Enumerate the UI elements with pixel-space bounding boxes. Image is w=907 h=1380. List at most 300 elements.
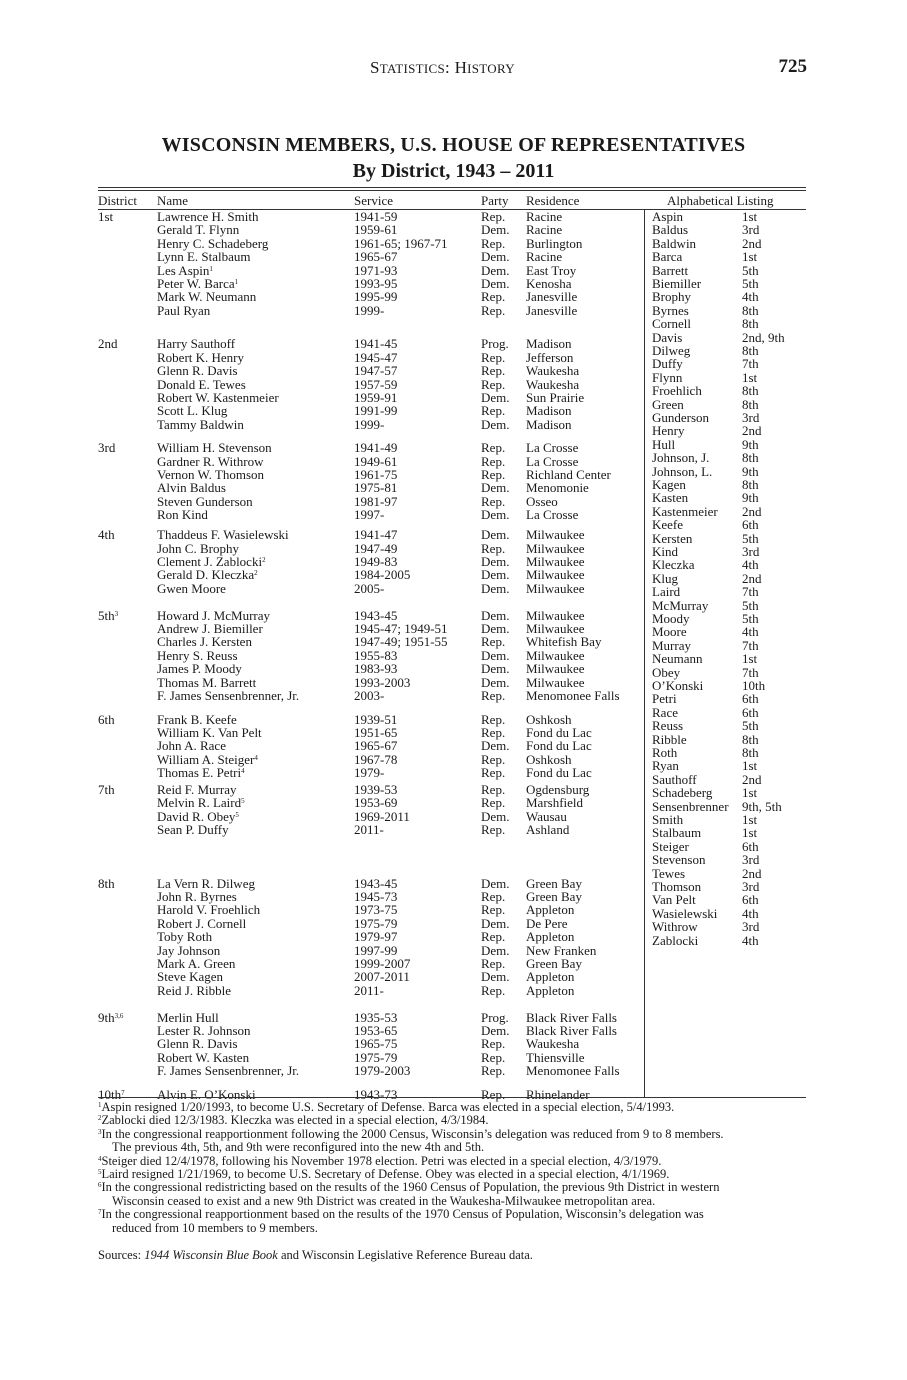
member-party: Dem. — [481, 262, 510, 278]
member-party: Dem. — [481, 647, 510, 663]
alpha-surname: Ribble — [652, 731, 687, 747]
member-residence: La Crosse — [526, 453, 579, 469]
footnote-line: $^6$In the congressional redistricting based on the results of the 1960 Census of Population, the previous 9th District in western — [98, 1180, 720, 1195]
bottom-rule — [98, 1097, 806, 1098]
member-name: John R. Byrnes — [157, 889, 237, 905]
member-name: Harold V. Froehlich — [157, 902, 261, 918]
member-service: 1979-2003 — [354, 1063, 411, 1079]
member-residence: Fond du Lac — [526, 724, 592, 740]
member-service: 1979-97 — [354, 929, 398, 945]
member-residence: Appleton — [526, 969, 575, 985]
member-party: Dem. — [481, 738, 510, 754]
member-name: Reid F. Murray — [157, 781, 237, 797]
member-name: Gwen Moore — [157, 580, 226, 596]
member-residence: Green Bay — [526, 875, 582, 891]
member-residence: Fond du Lac — [526, 738, 592, 754]
district-label: 6th — [98, 711, 115, 727]
member-service: 1955-83 — [354, 647, 398, 663]
member-service: 1975-81 — [354, 480, 398, 496]
member-residence: Burlington — [526, 235, 583, 251]
member-service: 1945-47 — [354, 349, 398, 365]
alpha-surname: Kleczka — [652, 557, 695, 573]
member-name: Robert W. Kastenmeier — [157, 389, 279, 405]
member-residence: Green Bay — [526, 956, 582, 972]
alpha-district: 1st — [742, 825, 758, 841]
alpha-surname: Stevenson — [652, 852, 706, 868]
member-name: Melvin R. Laird$^5$ — [157, 795, 245, 811]
member-party: Rep. — [481, 929, 506, 945]
alpha-surname: Duffy — [652, 356, 683, 372]
member-service: 1973-75 — [354, 902, 398, 918]
alpha-surname: Kersten — [652, 530, 693, 546]
alpha-district: 8th — [742, 450, 759, 466]
member-party: Rep. — [481, 493, 506, 509]
member-residence: La Crosse — [526, 440, 579, 456]
alpha-district: 8th — [742, 745, 759, 760]
footnote-mark: 6 — [98, 1181, 102, 1190]
member-party: Dem. — [481, 621, 510, 637]
member-name: Frank B. Keefe — [157, 711, 237, 727]
alpha-surname: O’Konski — [652, 678, 704, 693]
member-residence: Black River Falls — [526, 1023, 617, 1039]
member-residence: Milwaukee — [526, 607, 585, 623]
member-service: 1939-51 — [354, 711, 398, 727]
member-residence: Milwaukee — [526, 567, 585, 583]
member-name: David R. Obey$^5$ — [157, 808, 239, 824]
member-service: 1967-78 — [354, 751, 398, 767]
footnote-line: $^1$Aspin resigned 1/20/1993, to become U.S. Secretary of Defense. Barca was elected in a special election, 5/4/1993. — [98, 1100, 675, 1114]
alpha-district: 10th — [742, 678, 766, 693]
member-service: 2003- — [354, 688, 385, 704]
alpha-surname: Murray — [652, 637, 691, 653]
member-name: Merlin Hull — [157, 1009, 219, 1025]
member-residence: Waukesha — [526, 363, 580, 379]
member-name: Mark A. Green — [157, 956, 236, 972]
member-residence: Racine — [526, 222, 563, 238]
member-party: Rep. — [481, 440, 506, 456]
member-residence: Janesville — [526, 289, 578, 305]
member-party: Dem. — [481, 249, 510, 265]
alpha-surname: Van Pelt — [652, 892, 696, 908]
alpha-district: 1st — [742, 785, 758, 801]
member-name: Steven Gunderson — [157, 493, 253, 509]
alpha-district: 8th — [742, 477, 759, 492]
member-residence: Milwaukee — [526, 647, 585, 663]
member-party: Rep. — [481, 688, 506, 704]
alpha-surname: Henry — [652, 423, 685, 439]
member-service: 1945-73 — [354, 889, 398, 905]
alpha-surname: Biemiller — [652, 276, 702, 291]
district-label: $5th^3$ — [98, 607, 119, 623]
member-service: 1983-93 — [354, 661, 398, 677]
member-residence: Kenosha — [526, 276, 572, 291]
member-service: 1957-59 — [354, 376, 398, 392]
member-residence: Janesville — [526, 302, 578, 318]
top-rule — [98, 187, 806, 188]
alpha-district: 1st — [742, 249, 758, 265]
member-name: Thomas E. Petri$^4$ — [157, 765, 245, 781]
member-residence: Waukesha — [526, 376, 580, 392]
member-party: Rep. — [481, 634, 506, 650]
alpha-district: 7th — [742, 664, 759, 680]
member-residence: La Crosse — [526, 507, 579, 523]
footnote-mark: 2 — [98, 1114, 102, 1123]
member-name: Thomas M. Barrett — [157, 674, 257, 690]
alpha-district: 9th — [742, 436, 759, 452]
member-party: Dem. — [481, 554, 510, 570]
district-label: 3rd — [98, 440, 116, 456]
member-service: 1943-45 — [354, 607, 398, 623]
alpha-surname: Klug — [652, 570, 678, 586]
member-name: Gerald T. Flynn — [157, 222, 240, 238]
member-service: 1959-61 — [354, 222, 398, 238]
member-residence: Milwaukee — [526, 661, 585, 677]
member-party: Dem. — [481, 507, 510, 523]
alpha-district: 3rd — [742, 852, 760, 868]
district-label: 9th$^{3,6}$ — [98, 1009, 124, 1025]
member-party: Rep. — [481, 1049, 506, 1065]
member-service: 1947-57 — [354, 363, 398, 379]
alpha-surname: Neumann — [652, 651, 703, 667]
alpha-surname: Sauthoff — [652, 771, 697, 787]
member-service: 2011- — [354, 982, 384, 998]
member-party: Rep. — [481, 453, 506, 469]
member-residence: Milwaukee — [526, 580, 585, 596]
member-service: 1953-65 — [354, 1023, 398, 1039]
member-name: F. James Sensenbrenner, Jr. — [157, 688, 300, 704]
member-party: Rep. — [481, 540, 506, 556]
alpha-district: 2nd — [742, 503, 762, 519]
member-residence: Black River Falls — [526, 1009, 617, 1025]
member-party: Rep. — [481, 795, 506, 811]
header-party: Party — [481, 193, 509, 208]
member-name: Jay Johnson — [157, 942, 221, 958]
member-party: Rep. — [481, 1086, 506, 1102]
alpha-district: 2nd — [742, 235, 762, 251]
member-service: 1949-83 — [354, 554, 398, 570]
member-name: Reid J. Ribble — [157, 982, 232, 998]
alpha-district: 9th — [742, 463, 759, 479]
member-residence: Green Bay — [526, 889, 582, 905]
member-name: Toby Roth — [157, 929, 213, 945]
member-name: Alvin Baldus — [157, 480, 226, 496]
member-service: 1997- — [354, 507, 385, 523]
alpha-surname: Moore — [652, 624, 687, 640]
member-service: 1935-53 — [354, 1009, 398, 1025]
member-party: Dem. — [481, 942, 510, 958]
header-district: District — [98, 193, 137, 208]
member-name: Glenn R. Davis — [157, 363, 238, 379]
member-party: Rep. — [481, 1036, 506, 1052]
alpha-surname: Dilweg — [652, 343, 691, 358]
member-party: Rep. — [481, 781, 506, 797]
footnote-mark: 3 — [98, 1127, 102, 1136]
member-residence: Ogdensburg — [526, 781, 590, 797]
footnote-line: $^3$In the congressional reapportionment following the 2000 Census, Wisconsin’s delegation was reduced from 9 to 8 members. — [98, 1126, 724, 1141]
alpha-surname: Keefe — [652, 517, 684, 533]
member-name: Tammy Baldwin — [157, 416, 244, 432]
alpha-surname: Gunderson — [652, 410, 710, 425]
member-service: 1995-99 — [354, 289, 398, 305]
member-party: Rep. — [481, 956, 506, 972]
member-party: Dem. — [481, 661, 510, 677]
footnote-line: $^2$Zablocki died 12/3/1983. Kleczka was elected in a special election, 4/3/1984. — [98, 1113, 489, 1128]
alpha-surname: Johnson, L. — [652, 463, 713, 479]
alpha-district: 8th — [742, 383, 759, 399]
alpha-district: 8th — [742, 316, 759, 332]
alpha-surname: Thomson — [652, 879, 702, 894]
member-residence: Oshkosh — [526, 751, 572, 767]
member-name: Lawrence H. Smith — [157, 209, 259, 224]
member-service: 1979- — [354, 765, 385, 781]
member-service: 1965-67 — [354, 738, 398, 754]
member-party: Rep. — [481, 403, 506, 419]
page-title: WISCONSIN MEMBERS, U.S. HOUSE OF REPRESENTATIVES — [161, 134, 746, 156]
footnote-line: reduced from 10 members to 9 members. — [112, 1220, 318, 1235]
footnote-line: The previous 4th, 5th, and 9th were reconfigured into the new 4th and 5th. — [112, 1140, 485, 1155]
member-residence: Thiensville — [526, 1049, 585, 1065]
member-name: Alvin E. O’Konski — [157, 1086, 256, 1102]
alpha-district: 9th, 5th — [742, 798, 782, 814]
member-service: 1965-67 — [354, 249, 398, 265]
alpha-district: 5th — [742, 262, 759, 278]
alpha-district: 5th — [742, 718, 759, 734]
alpha-district: 7th — [742, 356, 759, 372]
member-name: La Vern R. Dilweg — [157, 875, 255, 891]
member-name: Gerald D. Kleczka$^2$ — [157, 567, 258, 583]
member-service: 1961-65; 1967-71 — [354, 235, 448, 251]
member-service: 1959-91 — [354, 389, 398, 405]
member-service: 2005- — [354, 580, 385, 596]
member-party: Rep. — [481, 376, 506, 392]
member-service: 1943-45 — [354, 875, 398, 891]
member-name: Vernon W. Thomson — [157, 466, 265, 482]
member-name: William A. Steiger$^4$ — [157, 751, 258, 767]
alpha-surname: Kagen — [652, 477, 686, 492]
member-service: 1999-2007 — [354, 956, 411, 972]
member-residence: Marshfield — [526, 795, 584, 811]
member-name: John A. Race — [157, 738, 226, 754]
alpha-district: 1st — [742, 209, 758, 224]
member-name: Peter W. Barca$^1$ — [157, 276, 239, 291]
header-service: Service — [354, 193, 393, 208]
alpha-district: 6th — [742, 691, 759, 707]
alpha-surname: Davis — [652, 329, 683, 345]
member-service: 1941-47 — [354, 527, 398, 543]
alpha-surname: Froehlich — [652, 383, 702, 399]
member-name: Lynn E. Stalbaum — [157, 249, 251, 265]
sources-line: Sources: 1944 Wisconsin Blue Book and Wisconsin Legislative Reference Bureau data. — [98, 1248, 533, 1262]
alpha-district: 7th — [742, 637, 759, 653]
member-service: 1943-73 — [354, 1086, 398, 1102]
footnote-line: Wisconsin ceased to exist and a new 9th District was created in the Waukesha-Milwaukee metropolitan area. — [112, 1193, 656, 1208]
header-name: Name — [157, 193, 189, 208]
member-party: Rep. — [481, 765, 506, 781]
district-label: 4th — [98, 527, 115, 543]
member-party: Dem. — [481, 674, 510, 690]
member-name: Paul Ryan — [157, 302, 211, 318]
member-party: Prog. — [481, 336, 509, 352]
member-residence: Milwaukee — [526, 527, 585, 543]
footnote-mark: 4 — [98, 1154, 102, 1163]
alpha-surname: Kind — [652, 544, 678, 559]
member-residence: Milwaukee — [526, 554, 585, 570]
alpha-district: 8th — [742, 302, 759, 318]
member-name: John C. Brophy — [157, 540, 239, 556]
member-service: 1961-75 — [354, 466, 398, 482]
alpha-district: 1st — [742, 651, 758, 667]
member-residence: Milwaukee — [526, 621, 585, 637]
member-name: William K. Van Pelt — [157, 724, 262, 740]
alpha-district: 4th — [742, 932, 759, 948]
alpha-district: 3rd — [742, 544, 760, 559]
member-residence: Menomonie — [526, 480, 589, 496]
footnote-line: $^5$Laird resigned 1/21/1969, to become U.S. Secretary of Defense. Obey was elected in a special election, 4/1/1969. — [98, 1167, 670, 1182]
running-head: STATISTICS: HISTORY — [370, 58, 515, 77]
member-name: Robert J. Cornell — [157, 915, 247, 931]
alpha-surname: Aspin — [652, 209, 684, 224]
member-name: Thaddeus F. Wasielewski — [157, 527, 289, 543]
alpha-district: 4th — [742, 624, 759, 640]
alpha-surname: Tewes — [652, 865, 686, 881]
alpha-surname: McMurray — [652, 597, 709, 613]
member-service: 1999- — [354, 302, 385, 318]
member-residence: Sun Prairie — [526, 389, 585, 405]
member-party: Dem. — [481, 808, 510, 824]
member-party: Rep. — [481, 1063, 506, 1079]
member-name: F. James Sensenbrenner, Jr. — [157, 1063, 300, 1079]
member-service: 1951-65 — [354, 724, 398, 740]
member-service: 1941-45 — [354, 336, 398, 352]
alpha-district: 1st — [742, 369, 758, 385]
alpha-district: 2nd — [742, 771, 762, 787]
header-residence: Residence — [526, 193, 580, 208]
member-service: 1999- — [354, 416, 385, 432]
member-residence: De Pere — [526, 915, 568, 931]
alpha-district: 1st — [742, 758, 758, 774]
member-service: 1949-61 — [354, 453, 398, 469]
alpha-surname: Wasielewski — [652, 905, 718, 921]
member-residence: Madison — [526, 336, 572, 352]
member-name: Sean P. Duffy — [157, 822, 229, 838]
member-party: Rep. — [481, 889, 506, 905]
member-residence: Milwaukee — [526, 674, 585, 690]
alpha-district: 6th — [742, 892, 759, 908]
member-name: Mark W. Neumann — [157, 289, 257, 305]
footnotes — [98, 1101, 810, 1235]
alpha-surname: Stalbaum — [652, 825, 702, 841]
member-party: Rep. — [481, 302, 506, 318]
member-residence: Menomonee Falls — [526, 688, 620, 704]
member-residence: Milwaukee — [526, 540, 585, 556]
member-name: Lester R. Johnson — [157, 1023, 251, 1039]
member-name: Les Aspin$^1$ — [157, 262, 213, 278]
member-name: Harry Sauthoff — [157, 336, 236, 352]
member-party: Rep. — [481, 363, 506, 379]
member-name: Steve Kagen — [157, 969, 224, 985]
alpha-district: 1st — [742, 812, 758, 827]
member-service: 1984-2005 — [354, 567, 411, 583]
member-residence: Waukesha — [526, 1036, 580, 1052]
member-name: Clement J. Zablocki$^2$ — [157, 554, 266, 570]
member-party: Rep. — [481, 982, 506, 998]
footnote-mark: 1 — [98, 1101, 102, 1109]
member-party: Dem. — [481, 969, 510, 985]
alpha-surname: Baldus — [652, 222, 689, 238]
member-party: Dem. — [481, 416, 510, 432]
member-party: Rep. — [481, 724, 506, 740]
member-residence: Madison — [526, 403, 572, 419]
page-subtitle: By District, 1943 – 2011 — [352, 160, 555, 182]
member-name: Howard J. McMurray — [157, 607, 271, 623]
alpha-district: 3rd — [742, 919, 760, 935]
alpha-district: 3rd — [742, 410, 760, 425]
alpha-surname: Ryan — [652, 758, 679, 774]
alpha-district: 2nd — [742, 570, 762, 586]
member-party: Dem. — [481, 580, 510, 596]
alpha-district: 7th — [742, 584, 759, 600]
alpha-surname: Brophy — [652, 289, 691, 305]
member-name: James P. Moody — [157, 661, 242, 677]
alpha-surname: Race — [652, 704, 678, 720]
member-party: Dem. — [481, 607, 510, 623]
alpha-surname: Petri — [652, 691, 677, 707]
member-party: Rep. — [481, 235, 506, 251]
alpha-district: 6th — [742, 704, 759, 720]
alpha-surname: Zablocki — [652, 932, 699, 948]
member-name: Ron Kind — [157, 507, 208, 523]
member-service: 1991-99 — [354, 403, 398, 419]
member-name: Charles J. Kersten — [157, 634, 252, 650]
member-service: 1965-75 — [354, 1036, 398, 1052]
alpha-surname: Steiger — [652, 838, 689, 854]
member-service: 1953-69 — [354, 795, 398, 811]
member-party: Dem. — [481, 480, 510, 496]
member-service: 1975-79 — [354, 915, 398, 931]
member-residence: Menomonee Falls — [526, 1063, 620, 1079]
member-residence: Racine — [526, 249, 563, 265]
member-name: Gardner R. Withrow — [157, 453, 264, 469]
district-label: 7th — [98, 781, 115, 797]
member-residence: Fond du Lac — [526, 765, 592, 781]
district-label: 2nd — [98, 336, 118, 352]
member-party: Dem. — [481, 1023, 510, 1039]
alpha-surname: Schadeberg — [652, 785, 713, 801]
alpha-district: 2nd, 9th — [742, 329, 785, 345]
header-alphabetical: Alphabetical Listing — [667, 193, 774, 208]
member-name: Andrew J. Biemiller — [157, 621, 263, 637]
member-party: Dem. — [481, 915, 510, 931]
alpha-district: 4th — [742, 905, 759, 921]
member-residence: Richland Center — [526, 466, 611, 482]
alpha-surname: Green — [652, 396, 684, 412]
member-residence: Wausau — [526, 808, 567, 824]
alpha-district: 4th — [742, 557, 759, 573]
member-service: 1969-2011 — [354, 808, 410, 824]
member-party: Rep. — [481, 466, 506, 482]
alpha-district: 8th — [742, 396, 759, 412]
member-service: 1947-49 — [354, 540, 398, 556]
member-party: Rep. — [481, 289, 506, 305]
top-rule-second — [98, 190, 806, 191]
member-party: Dem. — [481, 567, 510, 583]
member-service: 1993-2003 — [354, 674, 411, 690]
member-residence: Madison — [526, 416, 572, 432]
alpha-district: 3rd — [742, 879, 760, 894]
member-name: Henry C. Schadeberg — [157, 235, 269, 251]
alpha-district: 8th — [742, 343, 759, 358]
member-name: Donald E. Tewes — [157, 376, 246, 392]
